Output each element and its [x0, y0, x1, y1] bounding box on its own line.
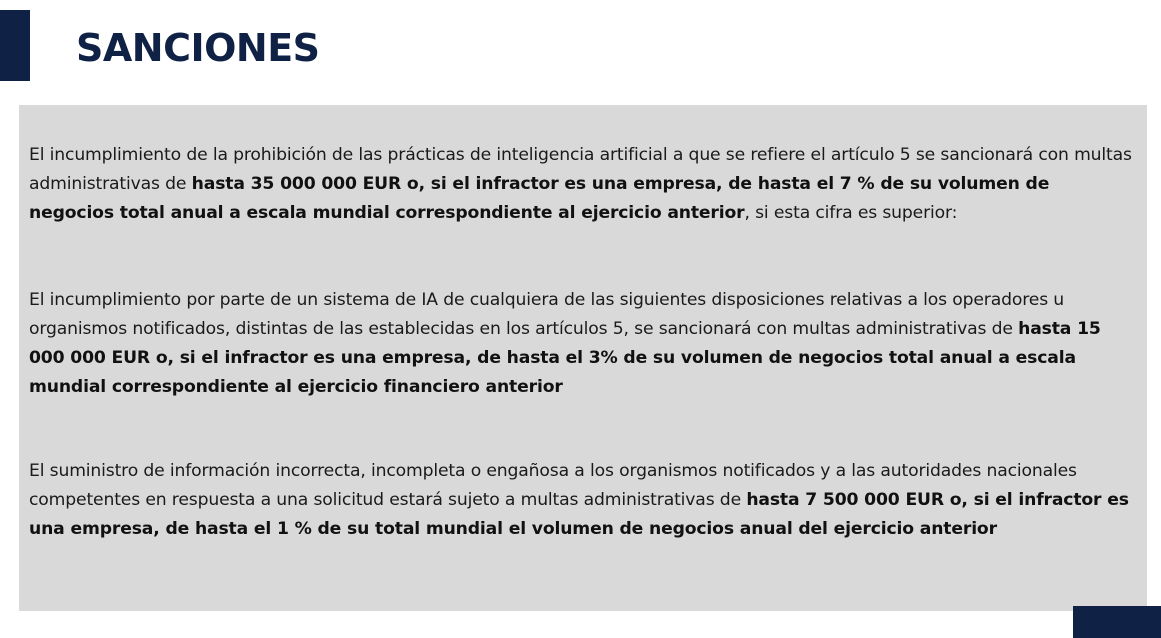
paragraph-sanction-operators [29, 286, 1133, 402]
corner-accent-block [1073, 606, 1161, 638]
paragraph-bold-text: hasta 7 500 000 EUR o, si el infractor es una empresa, de hasta el 1 % de su total mundial el volumen de negocios anual del ejercicio anterior [29, 490, 1129, 539]
paragraph-bold-text: hasta 35 000 000 EUR o, si el infractor es una empresa, de hasta el 7 % de su volumen de negocios total anual a escala mundial correspondiente al ejercicio anterior [29, 174, 1050, 223]
paragraph-bold-text: hasta 15 000 000 EUR o, si el infractor es una empresa, de hasta el 3% de su volumen de negocios total anual a escala mundial correspondiente al ejercicio financiero anterior [29, 319, 1101, 397]
content-panel [19, 105, 1147, 611]
title-accent-bar [0, 10, 30, 81]
paragraph-text: El suministro de información incorrecta, incompleta o engañosa a los organismos notificados y a las autoridades nacionales competentes en respuesta a una solicitud estará sujeto a multas administrativas de [29, 461, 1077, 510]
paragraph-text: El incumplimiento por parte de un sistema de IA de cualquiera de las siguientes disposiciones relativas a los operadores u organismos notificados, distintas de las establecidas en los artículos 5, se sancionará con multas administrativas de [29, 290, 1065, 339]
paragraph-text: El incumplimiento de la prohibición de las prácticas de inteligencia artificial a que se refiere el artículo 5 se sancionará con multas administrativas de [29, 145, 1132, 194]
page-title: SANCIONES [76, 26, 320, 70]
paragraph-sanction-article-5 [29, 141, 1133, 228]
paragraph-sanction-information [29, 457, 1133, 544]
paragraph-text: , si esta cifra es superior: [744, 203, 958, 223]
